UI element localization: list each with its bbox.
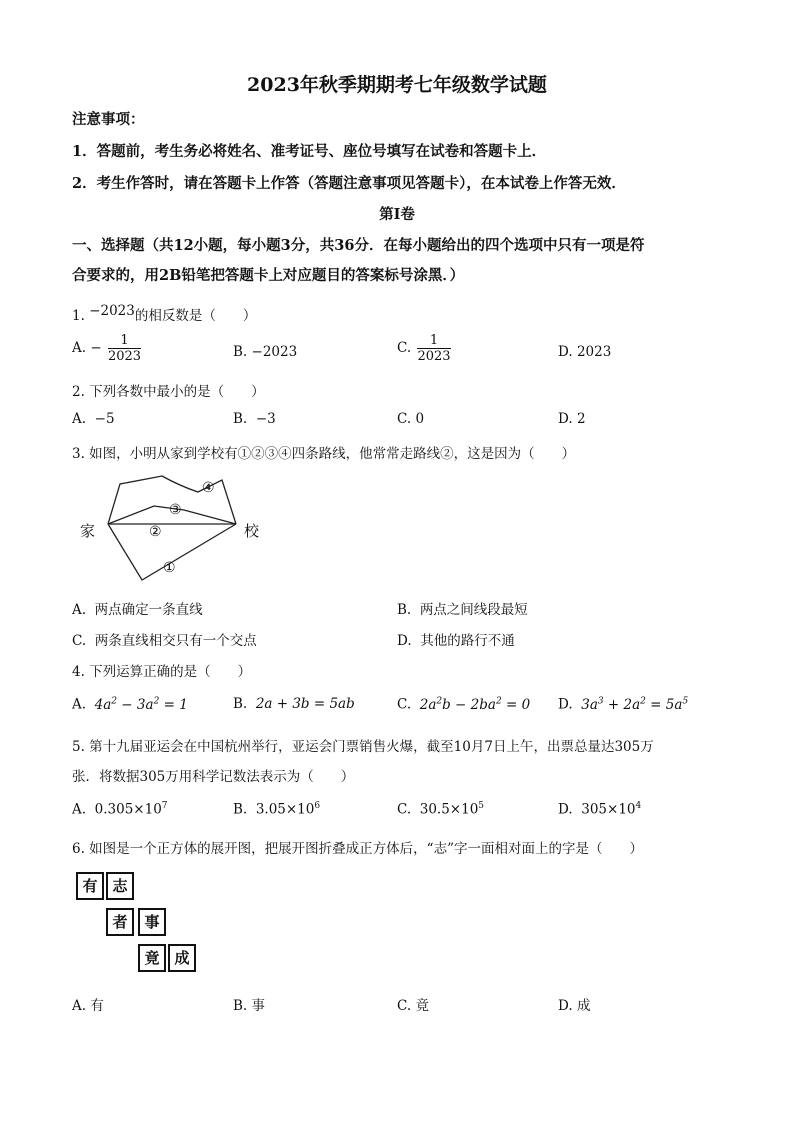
question-1-number: 1. [72,308,85,324]
cube-net-cell: 事 [138,908,166,936]
cube-net [76,872,206,982]
option-text: 两点之间线段最短 [419,602,528,618]
option-text: 有 [90,998,104,1014]
option-fraction [108,333,141,364]
option-text: 2023 [576,344,612,360]
option-fraction [417,333,450,364]
question-2-option-a [72,411,115,427]
question-5-option-c [397,801,484,818]
option-label: A. [72,998,87,1014]
fraction-denominator: 2023 [107,349,142,364]
option-label: B. [233,344,248,360]
option-mantissa: 30.5×10 [419,801,479,818]
route-diagram [72,466,272,590]
cube-net-cell: 志 [106,872,134,900]
question-1-option-d [558,344,611,360]
question-2-option-b [233,411,276,427]
home-label: 家 [80,522,96,540]
route-2-label: ② [149,524,162,540]
question-4-option-a [72,696,188,713]
note-item-2: 2．考生作答时，请在答题卡上作答（答题注意事项见答题卡），在本试卷上作答无效． [72,175,626,192]
option-text: 两点确定一条直线 [94,602,203,618]
fraction-numerator: 1 [417,333,450,349]
option-text: −5 [94,411,115,427]
question-3-option-a [72,598,203,618]
question-1-option-c [397,333,453,364]
question-4-stem: 4. 下列运算正确的是（ ） [72,664,252,680]
route-1-label: ① [163,560,176,576]
option-label: A. [72,696,87,713]
option-label: D. [558,998,573,1014]
option-label: C. [397,998,412,1014]
cube-net-cell: 成 [168,944,196,972]
option-text: 2 [576,411,586,427]
question-1-text: 的相反数是（ ） [134,308,257,324]
option-label: D. [558,344,573,360]
option-label: D. [558,696,573,713]
note-item-1: 1．答题前，考生务必将姓名、准考证号、座位号填写在试卷和答题卡上． [72,143,547,160]
option-exponent: 4 [635,801,642,811]
option-label: C. [397,801,412,818]
option-exponent: 6 [314,801,321,811]
option-mantissa: 3.05×10 [255,801,315,818]
option-label: B. [397,602,412,618]
question-1-option-b [233,344,297,360]
question-1-option-a [72,333,143,364]
option-label: A. [72,602,87,618]
option-text: 成 [576,998,591,1014]
question-2-option-d [558,411,586,427]
question-6-option-d [558,994,590,1014]
section-instructions-line2: 合要求的，用2B铅笔把答题卡上对应题目的答案标号涂黑．） [72,267,465,284]
option-text: −2023 [251,344,298,360]
fraction-denominator: 2023 [417,349,451,364]
cube-net-cell: 竟 [138,944,166,972]
option-label: D. [558,801,573,818]
option-label: C. [397,696,412,713]
question-3-option-b [397,598,528,618]
question-1-expression: −2023 [89,303,135,319]
option-mantissa: 305×10 [581,801,636,818]
question-2-option-c [397,411,424,427]
option-expression: $4a^2 - 3a^2 = 1$ [94,696,188,713]
option-text: 其他的路行不通 [420,633,515,649]
question-5-stem-line2: 张．将数据305万用科学记数法表示为（ ） [72,769,355,785]
option-label: A. [72,801,87,818]
route-4-label: ④ [202,480,215,496]
question-5-stem-line1: 5. 第十九届亚运会在中国杭州举行，亚运会门票销售火爆，截至10月7日上午，出票总量达305万 [72,739,654,755]
option-text: 0 [415,411,425,427]
option-text: −3 [255,411,276,427]
option-label: A. [72,340,87,356]
question-4-option-b [233,696,355,712]
option-text: 事 [251,998,266,1014]
option-text: 竟 [415,998,429,1014]
question-4-option-c [397,696,530,713]
option-label: D. [397,633,412,649]
cube-net-cell: 有 [76,872,104,900]
question-3-stem: 3. 如图，小明从家到学校有①②③④四条路线，他常常走路线②，这是因为（ ） [72,446,576,462]
option-label: B. [233,998,248,1014]
option-expression: $2a^2b - 2ba^2 = 0$ [419,696,531,713]
question-5-option-d [558,801,641,818]
question-6-option-a [72,994,104,1014]
option-label: D. [558,411,573,427]
option-exponent: 5 [478,801,485,811]
question-3-option-c [72,629,257,649]
section-instructions-line1: 一、选择题（共12小题，每小题3分，共36分．在每小题给出的四个选项中只有一项是符 [72,237,645,254]
question-5-option-a [72,801,168,818]
question-4-option-d [558,696,688,713]
option-mantissa: 0.305×10 [94,801,162,818]
option-label: B. [233,801,248,818]
question-1-stem [72,304,256,324]
option-label: C. [397,411,412,427]
question-3-option-d [397,629,515,649]
school-label: 校 [244,522,260,540]
page-title: 2023年秋季期期考七年级数学试题 [247,74,547,96]
fraction-numerator: 1 [108,333,141,349]
option-label: B. [233,696,248,712]
option-exponent: 7 [161,801,168,811]
question-6-option-b [233,994,265,1014]
option-text: 两条直线相交只有一个交点 [94,633,257,649]
question-5-option-b [233,801,320,818]
option-expression: $3a^3 + 2a^2 = 5a^5$ [581,696,689,713]
volume-heading: 第Ⅰ卷 [379,206,415,223]
notes-heading: 注意事项： [72,111,145,128]
option-label: B. [233,411,248,427]
option-sign: − [90,340,102,356]
option-label: C. [72,633,87,649]
question-6-option-c [397,994,429,1014]
route-3-label: ③ [169,502,182,518]
option-expression: 2a + 3b = 5ab [255,696,355,712]
option-label: C. [397,340,412,356]
option-label: A. [72,411,87,427]
question-2-stem: 2. 下列各数中最小的是（ ） [72,384,265,400]
cube-net-cell: 者 [106,908,134,936]
question-6-stem: 6. 如图是一个正方体的展开图，把展开图折叠成正方体后，“志”字一面相对面上的字是（ ） [72,841,643,857]
